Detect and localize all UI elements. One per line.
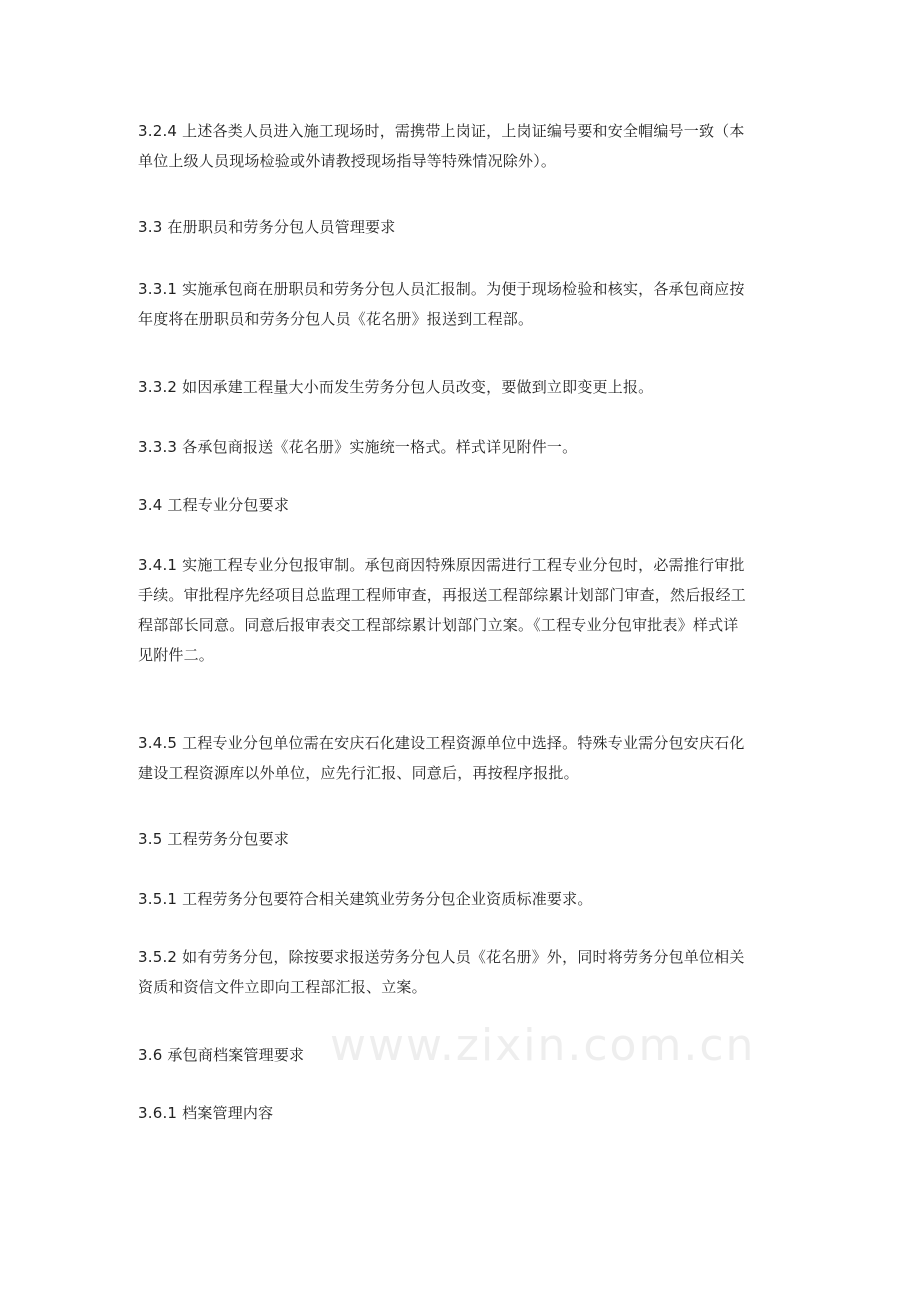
text-line: 3.6 承包商档案管理要求 [138,1046,305,1064]
text-line: 3.2.4 上述各类人员进入施工现场时，需携带上岗证，上岗证编号要和安全帽编号一致（本 [138,122,745,140]
text-line: 3.3.2 如因承建工程量大小而发生劳务分包人员改变，要做到立即变更上报。 [138,378,654,396]
text-line: 手续。审批程序先经项目总监理工程师审查，再报送工程部综累计划部门审查，然后报经工 [138,586,747,604]
text-line: 3.5.1 工程劳务分包要符合相关建筑业劳务分包企业资质标准要求。 [138,890,593,908]
heading-3-6 [138,1040,788,1070]
text-line: 建设工程资源库以外单位，应先行汇报、同意后，再按程序报批。 [138,764,579,782]
text-line: 3.4.1 实施工程专业分包报审制。承包商因特殊原因需进行工程专业分包时，必需推行审批 [138,556,745,574]
heading-3-4 [138,490,788,520]
text-line: 程部部长同意。同意后报审表交工程部综累计划部门立案。《工程专业分包审批表》样式详 [138,616,739,634]
watermark: www.zixin.com.cn [330,1020,756,1071]
paragraph-3-3-3 [138,432,788,462]
text-line: 3.3 在册职员和劳务分包人员管理要求 [138,218,396,236]
paragraph-3-4-1 [138,550,788,670]
text-line: 3.4 工程专业分包要求 [138,496,290,514]
paragraph-3-5-2 [138,942,788,1002]
paragraph-3-3-1 [138,274,788,334]
paragraph-3-3-2 [138,372,788,402]
text-line: 3.3.3 各承包商报送《花名册》实施统一格式。样式详见附件一。 [138,438,578,456]
text-line: 单位上级人员现场检验或外请教授现场指导等特殊情况除外）。 [138,152,557,170]
text-line: 3.4.5 工程专业分包单位需在安庆石化建设工程资源单位中选择。特殊专业需分包安庆石化 [138,734,745,752]
text-line: 3.6.1 档案管理内容 [138,1104,274,1122]
text-line: 3.5 工程劳务分包要求 [138,830,290,848]
paragraph-3-5-1 [138,884,788,914]
heading-3-3 [138,212,788,242]
text-line: 见附件二。 [138,646,215,664]
paragraph-3-4-5 [138,728,788,788]
text-line: 3.5.2 如有劳务分包，除按要求报送劳务分包人员《花名册》外，同时将劳务分包单位相关 [138,948,745,966]
text-line: 年度将在册职员和劳务分包人员《花名册》报送到工程部。 [138,310,534,328]
text-line: 3.3.1 实施承包商在册职员和劳务分包人员汇报制。为便于现场检验和核实，各承包商应按 [138,280,745,298]
heading-3-5 [138,824,788,854]
heading-3-6-1 [138,1098,788,1128]
text-line: 资质和资信文件立即向工程部汇报、立案。 [138,978,427,996]
paragraph-3-2-4 [138,116,788,176]
